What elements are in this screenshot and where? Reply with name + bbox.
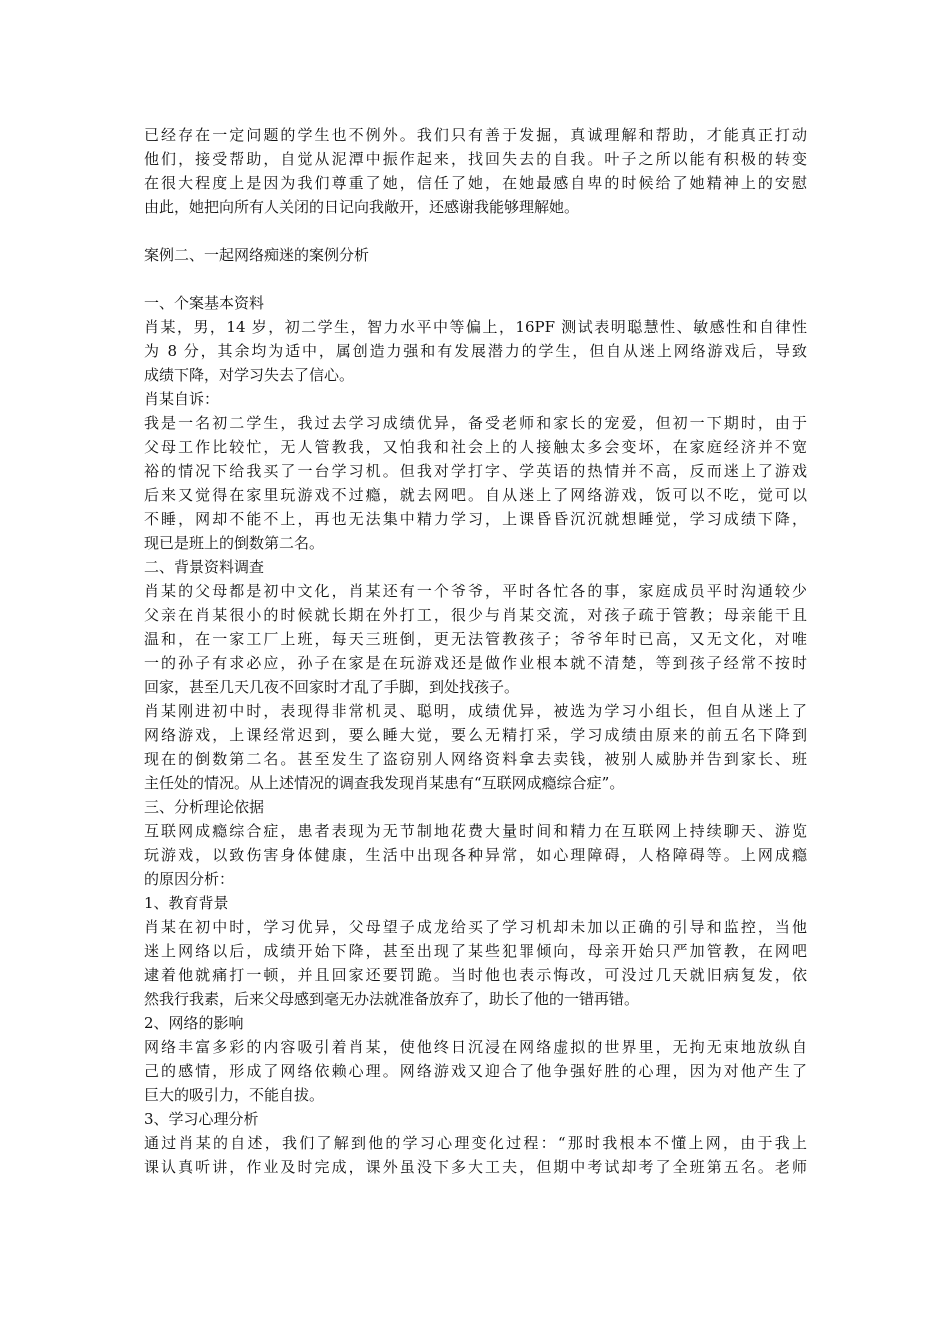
body-line: 肖某的父母都是初中文化，肖某还有一个爷爷，平时各忙各的事，家庭成员平时沟通较少 [144,582,807,600]
paragraph-gap [144,267,807,291]
body-line: 然我行我素，后来父母感到毫无办法就准备放弃了，助长了他的一错再错。 [144,990,640,1008]
body-line: 裕的情况下给我买了一台学习机。但我对学打字、学英语的热情并不高，反而迷上了游戏 [144,462,807,480]
body-line: 通过肖某的自述，我们了解到他的学习心理变化过程：“那时我根本不懂上网，由于我上 [144,1134,807,1152]
intro-line: 由此，她把向所有人关闭的日记向我敞开，还感谢我能够理解她。 [144,198,580,216]
body-line: 现在的倒数第二名。甚至发生了盗窃别人网络资料拿去卖钱，被别人威胁并告到家长、班 [144,750,807,768]
body-line: 父母工作比较忙，无人管教我，又怕我和社会上的人接触太多会变坏，在家庭经济并不宽 [144,438,807,456]
paragraph-gap [144,219,807,243]
intro-line: 已经存在一定问题的学生也不例外。我们只有善于发掘，真诚理解和帮助，才能真正打动 [144,126,807,144]
body-line: 互联网成瘾综合症，患者表现为无节制地花费大量时间和精力在互联网上持续聊天、游览 [144,822,807,840]
body-line: 网络丰富多彩的内容吸引着肖某，使他终日沉浸在网络虚拟的世界里，无拘无束地放纵自 [144,1038,807,1056]
body-line: 为 8 分，其余均为适中，属创造力强和有发展潜力的学生，但自从迷上网络游戏后，导致 [144,342,807,360]
body-line: 现已是班上的倒数第二名。 [144,534,325,552]
body-line: 巨大的吸引力，不能自拔。 [144,1086,325,1104]
body-line: 一的孙子有求必应，孙子在家是在玩游戏还是做作业根本就不清楚，等到孩子经常不按时 [144,654,807,672]
body-line: 逮着他就痛打一顿，并且回家还要罚跪。当时他也表示悔改，可没过几天就旧病复发，依 [144,966,807,984]
case-title: 案例二、一起网络痴迷的案例分析 [144,246,370,264]
body-line: 成绩下降，对学习失去了信心。 [144,366,355,384]
intro-line: 他们，接受帮助，自觉从泥潭中振作起来，找回失去的自我。叶子之所以能有积极的转变 [144,150,807,168]
body-line: 肖某刚进初中时，表现得非常机灵、聪明，成绩优异，被选为学习小组长，但自从迷上了 [144,702,807,720]
body-line: 网络游戏，上课经常迟到，要么睡大觉，要么无精打采，学习成绩由原来的前五名下降到 [144,726,807,744]
section-heading-basic-info: 一、个案基本资料 [144,294,265,312]
body-line: 回家，甚至几天几夜不回家时才乱了手脚，到处找孩子。 [144,678,520,696]
subheading-learning: 3、学习心理分析 [144,1110,259,1128]
body-line: 肖某，男，14 岁，初二学生，智力水平中等偏上，16PF 测试表明聪慧性、敏感性和自律性 [144,318,807,336]
intro-line: 在很大程度上是因为我们尊重了她，信任了她，在她最感自卑的时候给了她精神上的安慰 [144,174,807,192]
section-heading-background: 二、背景资料调查 [144,558,265,576]
body-line: 玩游戏，以致伤害身体健康，生活中出现各种异常，如心理障碍，人格障碍等。上网成瘾 [144,846,807,864]
body-line: 温和，在一家工厂上班，每天三班倒，更无法管教孩子；爷爷年时已高，又无文化，对唯 [144,630,807,648]
body-line: 后来又觉得在家里玩游戏不过瘾，就去网吧。自从迷上了网络游戏，饭可以不吃，觉可以 [144,486,807,504]
body-line: 的原因分析： [144,870,235,888]
section-heading-theory: 三、分析理论依据 [144,798,265,816]
body-line: 父亲在肖某很小的时候就长期在外打工，很少与肖某交流，对孩子疏于管教；母亲能干且 [144,606,807,624]
subheading-network: 2、网络的影响 [144,1014,244,1032]
body-line: 课认真听讲，作业及时完成，课外虽没下多大工夫，但期中考试却考了全班第五名。老师 [144,1158,807,1176]
body-line: 不睡，网却不能不上，再也无法集中精力学习，上课昏昏沉沉就想睡觉，学习成绩下降， [144,510,807,528]
body-line: 主任处的情况。从上述情况的调查我发现肖某患有“互联网成瘾综合症”。 [144,774,625,792]
self-report-label: 肖某自诉： [144,390,220,408]
body-line: 迷上网络以后，成绩开始下降，甚至出现了某些犯罪倾向，母亲开始只严加管教，在网吧 [144,942,807,960]
body-line: 肖某在初中时，学习优异，父母望子成龙给买了学习机却未加以正确的引导和监控，当他 [144,918,807,936]
subheading-education: 1、教育背景 [144,894,229,912]
body-line: 己的感情，形成了网络依赖心理。网络游戏又迎合了他争强好胜的心理，因为对他产生了 [144,1062,807,1080]
body-line: 我是一名初二学生，我过去学习成绩优异，备受老师和家长的宠爱，但初一下期时，由于 [144,414,807,432]
document-body [144,123,807,1179]
